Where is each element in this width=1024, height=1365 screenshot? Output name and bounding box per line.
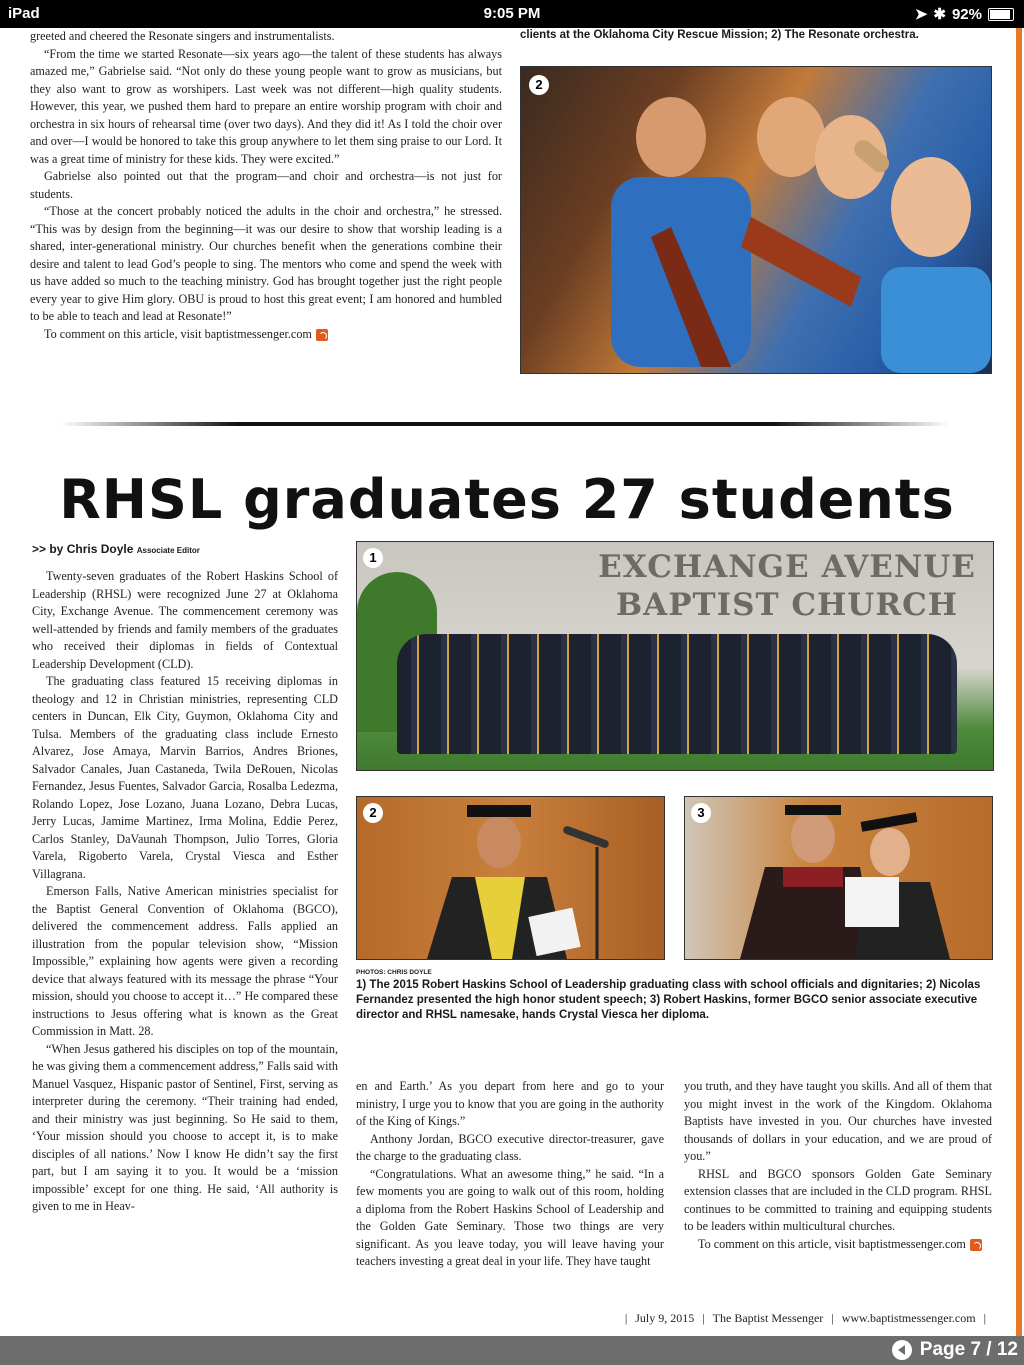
orchestra-photo (520, 66, 992, 374)
status-bar (0, 0, 1024, 28)
battery-icon (988, 8, 1014, 21)
byline-author: Chris Doyle (66, 542, 134, 556)
article-para: Anthony Jordan, BGCO executive director-treasurer, gave the charge to the graduating class. (356, 1131, 664, 1163)
violin (741, 217, 861, 307)
article-column-2 (356, 1078, 664, 1271)
presenter-head (791, 811, 835, 863)
photo-number: 3 (691, 803, 711, 823)
church-sign (597, 548, 977, 624)
graduates-group (397, 634, 957, 754)
reader-toolbar (0, 1336, 1024, 1365)
top-article-para: greeted and cheered the Resonate singers and instrumentalists. (30, 29, 335, 43)
photo-number: 2 (363, 803, 383, 823)
page-navigator[interactable] (892, 1339, 1018, 1361)
device-label: iPad (8, 5, 40, 22)
photo-caption (356, 968, 996, 1023)
top-article-para: Gabrielse also pointed out that the program—and choir and orchestra—is not just for students. (30, 169, 502, 201)
clock: 9:05 PM (483, 5, 541, 22)
graduating-class-photo (356, 541, 994, 771)
back-arrow-icon[interactable] (892, 1340, 912, 1360)
top-article-comment (30, 326, 502, 344)
hood (783, 867, 843, 887)
rss-icon[interactable] (970, 1239, 982, 1251)
rss-icon[interactable] (316, 329, 328, 341)
top-article (30, 28, 502, 343)
church-sign-line: BAPTIST CHURCH (615, 587, 959, 623)
status-right (915, 5, 1014, 23)
photo-credit: PHOTOS: CHRIS DOYLE (356, 969, 432, 976)
page-indicator: Page 7 / 12 (919, 1339, 1018, 1360)
article-para: “When Jesus gathered his disciples on top of the mountain, he was giving them a commencement address,” Falls said with Manuel Vasquez, Hispanic pastor of Sentinel, First, serving as interpreter during the ceremony. “Their training had ended, and their ministry was just beginning. So He said to them, ‘Your mission should you choose to accept it, is to make disciples of all nations.’ Now I know He didn’t say the first part, but I am saying it to you. It would be a ‘mission impossible’ except for one thing. He said, ‘All authority is given to me in Heav- (32, 1041, 338, 1213)
top-article-para: “From the time we started Resonate—six years ago—the talent of these students has always amazed me,” Gabrielse said. “Not only do these young people want to grow as musicians, but they also want to grow as worshipers. Last week was not different—high quality students. However, this year, we pushed them hard to prepare an entire worship program with choir and orchestra in six hours of rehearsal time (over two days). And they did it! As I told the choir over and over—I would be honored to take this group anywhere to let them sing praise to our Lord. It was a great time of ministry for these kids. They were excited.” (30, 46, 502, 166)
article-para: you truth, and they have taught you skills. And all of them that you might invest in the work of the Kingdom. Oklahoma Baptists have invested in you. Our churches have invested thousands of dollars in your education, and we are proud of you.” (684, 1079, 992, 1163)
byline-prefix: >> by (32, 542, 64, 556)
photo-number: 2 (529, 75, 549, 95)
byline (32, 542, 200, 556)
top-photo-caption: clients at the Oklahoma City Rescue Mission; 2) The Resonate orchestra. (520, 29, 919, 41)
location-icon: ➤ (914, 6, 928, 23)
article-para: “Congratulations. What an awesome thing,” he said. “In a few moments you are going to walk out of this room, holding a diploma from the Robert Haskins School of Leadership and the Golden Gate Seminary. Those two things are very significant. As you leave today, you will leave having your teachers investing a great deal in your life. They have taught (356, 1166, 664, 1268)
diploma-photo (684, 796, 993, 960)
article-para: Emerson Falls, Native American ministries specialist for the Baptist General Convention of Oklahoma (BGCO), delivered the commencement address. Falls applied an illustration from the popular television show, “Mission Impossible,” explaining how agents were given a recording device that always featured with its message the phrase “Your mission, should you choose to accept it…” He compared these instructions to Jesus offering what is known as the Great Commission in Matt. 28. (32, 884, 338, 1038)
footer-date: July 9, 2015 (635, 1311, 695, 1325)
musician-head (636, 97, 706, 177)
battery-percent: 92% (951, 5, 982, 23)
microphone (562, 825, 610, 849)
byline-role: Associate Editor (136, 546, 200, 555)
diploma-illustration (685, 797, 992, 959)
article-comment (684, 1236, 992, 1254)
article-para: RHSL and BGCO sponsors Golden Gate Seminary extension classes that are included in the CLD program. RHSL continues to be committed to training and equipping students to be leaders within multicultural churches. (684, 1166, 992, 1233)
article-column-1 (32, 568, 338, 1216)
page-edge-accent (1014, 28, 1024, 1336)
article-para: en and Earth.’ As you depart from here and go to your ministry, I urge you to know that you are going in the authority of the King of Kings.” (356, 1079, 664, 1128)
headline: RHSL graduates 27 students (59, 468, 955, 531)
diploma (845, 877, 899, 927)
magazine-page[interactable] (0, 28, 1014, 1336)
page-footer: | July 9, 2015 | The Baptist Messenger | www.baptistmessenger.com | (624, 1311, 986, 1325)
musician-head (891, 157, 971, 257)
caption-text: 1) The 2015 Robert Haskins School of Leadership graduating class with school officials and dignitaries; 2) Nicolas Fernandez presented the high honor student speech; 3) Robert Haskins, former BGCO senior associate executive director and RHSL namesake, hands Crystal Viesca her diploma. (356, 979, 981, 1021)
speaker-illustration (357, 797, 664, 959)
orchestra-illustration (521, 67, 991, 373)
musician-head (757, 97, 825, 177)
graduate-head (870, 828, 910, 876)
bluetooth-icon: ✱ (933, 6, 946, 23)
top-article-para: “Those at the concert probably noticed the adults in the choir and orchestra,” he stressed. “This was by design from the beginning—it was our desire to show that worship leading is a shared, inter-generational ministry. Our churches benefit when the generations combine their desire and talent to lead God’s people to sing. The mentors who come and spend the week with us have added so much to the teaching ministry. God has brought together just the right people every year to give Him glory. OBU is proud to host this great event; I am honored and humbled to be able to teach and lead at Resonate!” (30, 204, 502, 323)
section-divider (60, 422, 950, 426)
mortarboard (785, 805, 841, 815)
speaker-photo (356, 796, 665, 960)
footer-publication: The Baptist Messenger (712, 1311, 824, 1325)
musician-shirt (881, 267, 991, 373)
comment-text: To comment on this article, visit baptistmessenger.com (698, 1236, 966, 1251)
article-para: Twenty-seven graduates of the Robert Haskins School of Leadership (RHSL) were recognized June 27 at Oklahoma City, Exchange Avenue. The commencement ceremony was well-attended by friends and family members of the graduates who received their diplomas in fields of Contextual Leadership Development (CLD). (32, 569, 338, 671)
article-para: The graduating class featured 15 receiving diplomas in theology and 12 in Christian ministries, representing CLD centers in Duncan, Elk City, Guymon, Oklahoma City and Tulsa. Members of the graduating class include Ernesto Alvarez, Jose Amaya, Marvin Barrios, Andres Briones, Salvador Canales, Juan Castaneda, Twila DeRouen, Nicolas Fernandez, Jesus Fuentes, Salvador Garcia, Rosalba Ledezma, Rolando Lopez, Jose Lozano, Juana Lozano, Debra Lucas, Jerry Lucas, Jamime Martinez, Irma Molina, Eddie Perez, Carlos Stanley, DaVaunah Thompson, Julio Torres, Gloria Varela, Rigoberto Varela, Crystal Viesca and Esther Villagrana. (32, 674, 338, 881)
church-sign-line: EXCHANGE AVENUE (598, 549, 976, 585)
footer-website[interactable]: www.baptistmessenger.com (841, 1311, 976, 1325)
mortarboard (467, 805, 531, 817)
article-column-3 (684, 1078, 992, 1253)
comment-text: To comment on this article, visit baptistmessenger.com (44, 326, 312, 341)
speaker-head (477, 816, 521, 868)
photo-number: 1 (363, 548, 383, 568)
